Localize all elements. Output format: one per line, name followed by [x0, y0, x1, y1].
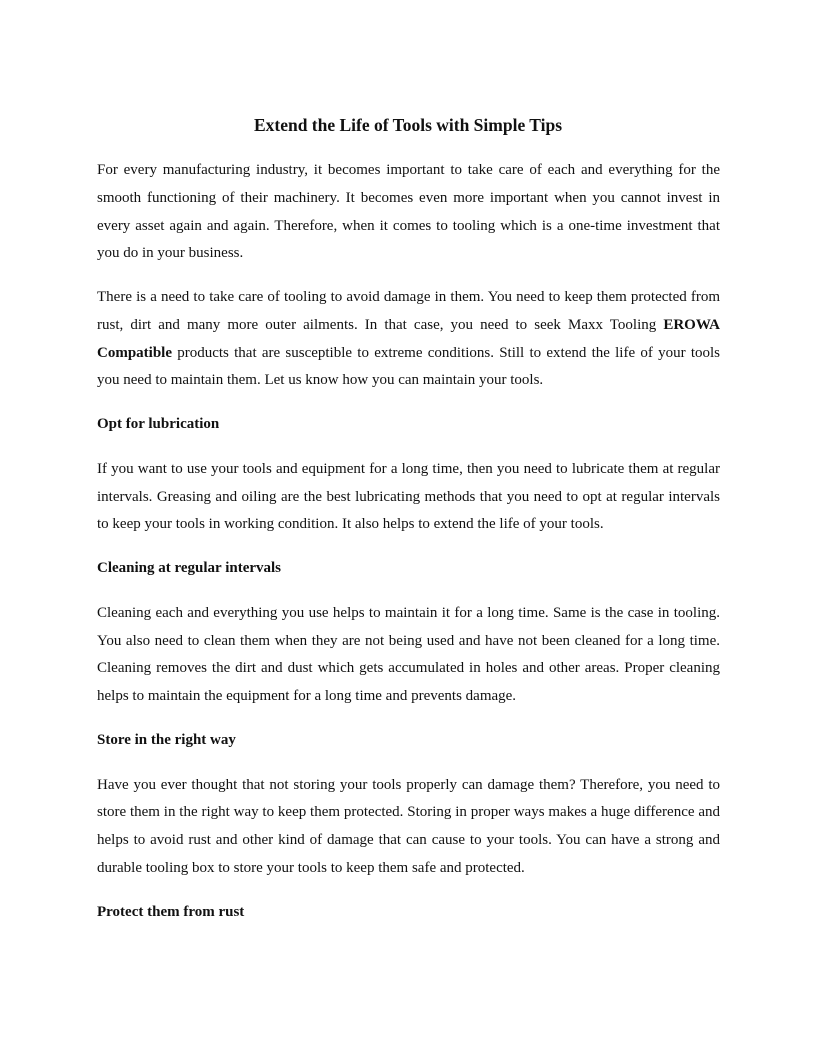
section-text-storage: Have you ever thought that not storing your tools properly can damage them? Therefore, you need to store them in the right way to keep them protected. Storing in proper ways makes a huge difference and helps to avoid rust and other kind of damage that can cause to your tools. You can have a strong and durable tooling box to store your tools to keep them safe and protected. — [97, 776, 720, 876]
intro-paragraph: For every manufacturing industry, it becomes important to take care of each and everything for the smooth functioning of their machinery. It becomes even more important when you cannot invest in every asset again and again. Therefore, when it comes to tooling which is a one-time investment that you do in your business. — [97, 162, 720, 262]
section-heading-rust: Protect them from rust — [97, 903, 245, 920]
section-heading-storage: Store in the right way — [97, 731, 236, 748]
section-text-lubrication: If you want to use your tools and equipment for a long time, then you need to lubricate them at regular intervals. Greasing and oiling are the best lubricating methods that you need to opt at regular intervals to keep your tools in working condition. It also helps to extend the life of your tools. — [97, 460, 720, 533]
page-title: Extend the Life of Tools with Simple Tips — [253, 115, 563, 135]
section-heading-cleaning: Cleaning at regular intervals — [97, 560, 282, 576]
tooling-text-start: There is a need to take care of tooling to avoid damage in them. You need to keep them protected from rust, dirt and many more outer ailments. In that case, you need to seek Maxx Tooling — [97, 289, 720, 333]
erowa-compatible-term: EROWA Compatible — [97, 316, 720, 361]
section-text-cleaning: Cleaning each and everything you use helps to maintain it for a long time. Same is the case in tooling. You also need to clean them when they are not being used and have not been cleaned for a long time. Cleaning removes the dirt and dust which gets accumulated in holes and other areas. Proper cleaning helps to maintain the equipment for a long time and prevents damage. — [97, 604, 720, 704]
document-body — [97, 157, 720, 943]
tooling-text-end: products that are susceptible to extreme conditions. Still to extend the life of your tools you need to maintain them. Let us know how you can maintain your tools. — [97, 344, 720, 389]
tooling-paragraph — [97, 284, 720, 395]
section-heading-lubrication: Opt for lubrication — [97, 416, 220, 432]
